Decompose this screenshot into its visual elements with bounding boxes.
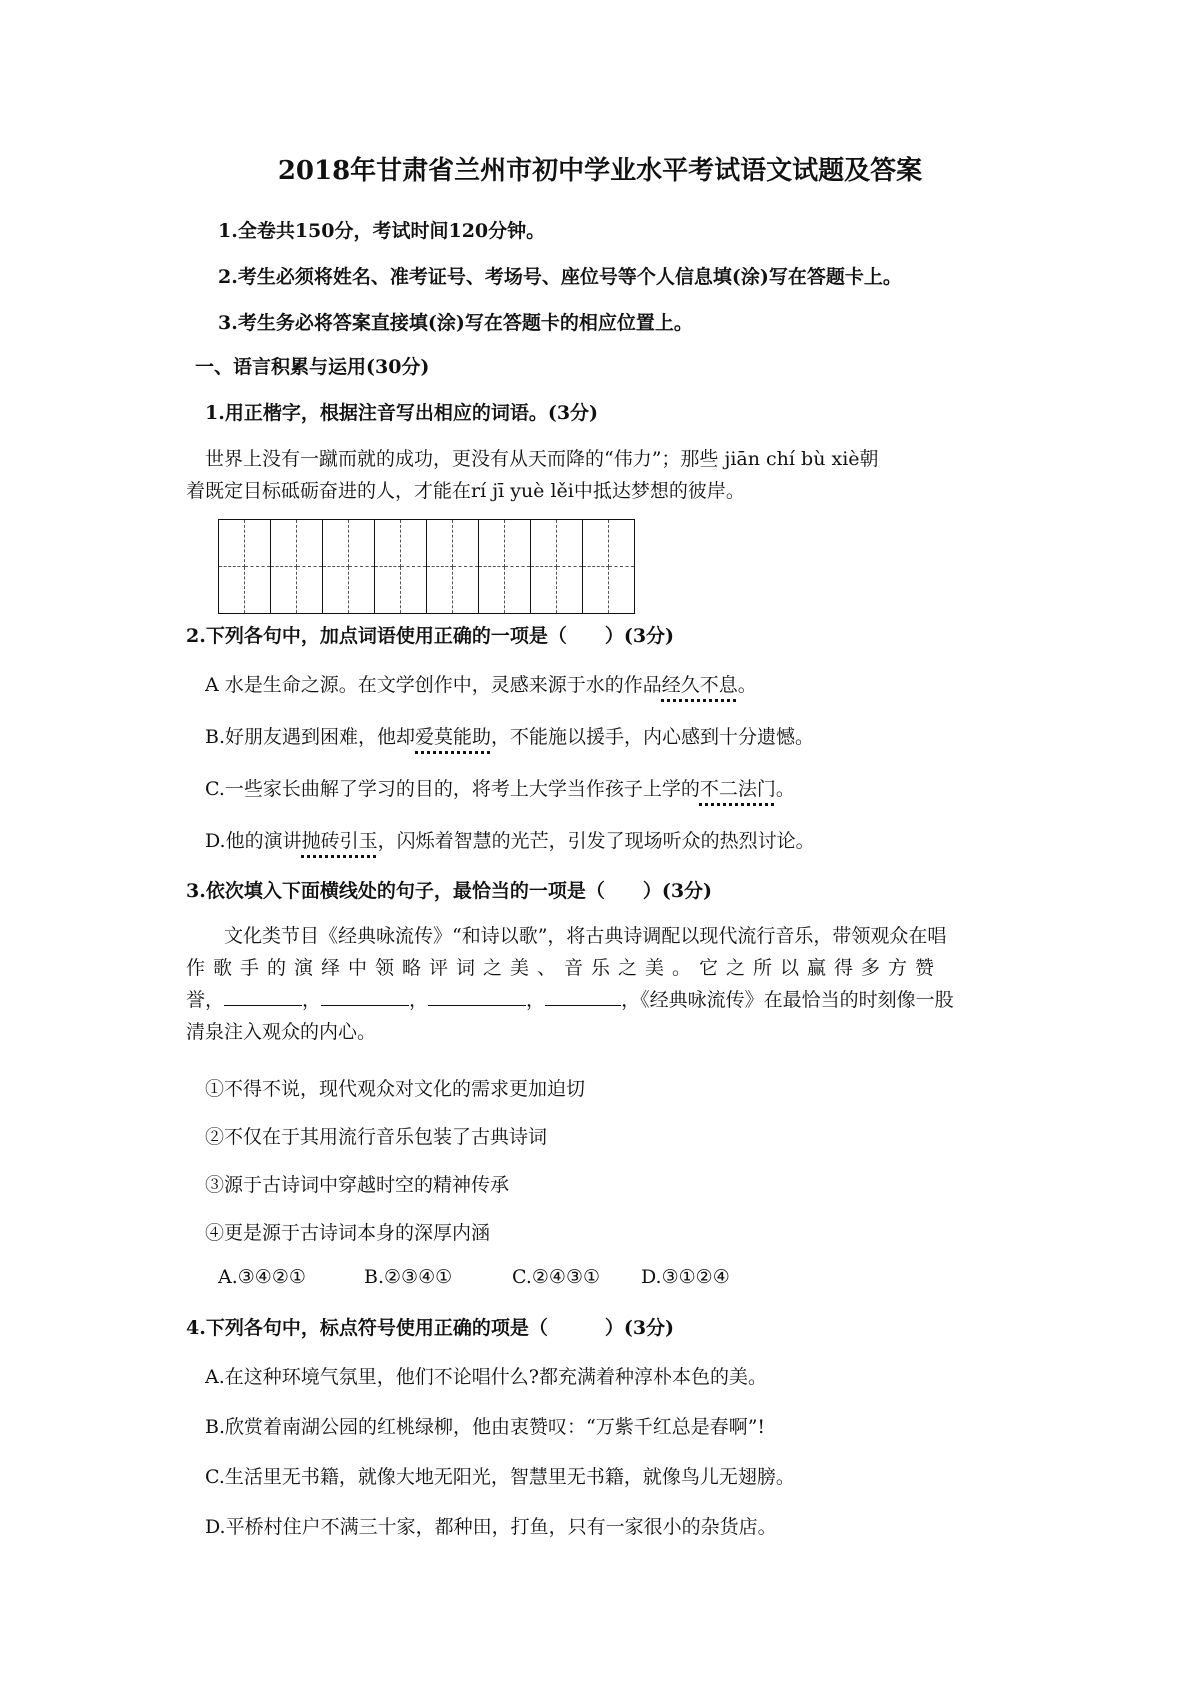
question-1-line-2: 着既定目标砥砺奋进的人，才能在rí jī yuè lěi中抵达梦想的彼岸。	[186, 480, 745, 502]
question-3-item-4: ④更是源于古诗词本身的深厚内涵	[205, 1222, 491, 1244]
answer-grid	[218, 519, 635, 614]
instruction-3: 3.考生务必将答案直接填(涂)写在答题卡的相应位置上。	[218, 312, 693, 334]
question-1-stem: 1.用正楷字，根据注音写出相应的词语。(3分)	[205, 402, 599, 424]
question-3-choice-b: B.②③④①	[364, 1266, 453, 1288]
question-2-option-d: D.他的演讲抛砖引玉，闪烁着智慧的光芒，引发了现场听众的热烈讨论。	[205, 830, 815, 852]
question-3-choice-d: D.③①②④	[641, 1266, 730, 1288]
blank-1	[224, 987, 302, 1006]
question-2-stem: 2.下列各句中，加点词语使用正确的一项是（ ）(3分)	[186, 625, 675, 647]
question-3-item-2: ②不仅在于其用流行音乐包装了古典诗词	[205, 1126, 548, 1148]
section-heading: 一、语言积累与运用(30分)	[195, 356, 430, 378]
dotted-term: 不二法门	[699, 778, 776, 800]
question-2-option-b: B.好朋友遇到困难，他却爱莫能助，不能施以援手，内心感到十分遗憾。	[205, 726, 815, 748]
dotted-term: 经久不息	[661, 674, 738, 696]
question-3-item-3: ③源于古诗词中穿越时空的精神传承	[205, 1174, 510, 1196]
question-1-line-1: 世界上没有一蹴而就的成功，更没有从天而降的“伟力”；那些 jiān chí bù xiè朝	[205, 448, 879, 470]
question-4-option-a: A.在这种环境气氛里，他们不论唱什么?都充满着种淳朴本色的美。	[205, 1366, 767, 1388]
question-3-choice-c: C.②④③①	[512, 1266, 601, 1288]
blank-4	[545, 987, 621, 1006]
question-3-choice-a: A.③④②①	[218, 1266, 306, 1288]
question-2-option-a: A 水是生命之源。在文学创作中，灵感来源于水的作品经久不息。	[205, 674, 757, 696]
question-4-option-b: B.欣赏着南湖公园的红桃绿柳，他由衷赞叹：“万紫千红总是春啊”!	[205, 1416, 766, 1438]
page-title: 2018年甘肃省兰州市初中学业水平考试语文试题及答案	[277, 156, 923, 186]
dotted-term: 爱莫能助	[415, 726, 492, 748]
question-3-item-1: ①不得不说，现代观众对文化的需求更加迫切	[205, 1078, 586, 1100]
instruction-1: 1.全卷共150分，考试时间120分钟。	[218, 220, 546, 242]
blank-2	[321, 987, 409, 1006]
instruction-2: 2.考生必须将姓名、准考证号、考场号、座位号等个人信息填(涂)写在答题卡上。	[218, 266, 902, 288]
question-3-passage: 文化类节目《经典咏流传》“和诗以歌”，将古典诗调配以现代流行音乐，带领观众在唱 作歌手的演绎中领略评词之美、音乐之美。它之所以赢得多方赞 誉， ， ， ， ，《经典咏流传》在最恰当的时刻像一股 清泉注入观众的内心。	[186, 925, 954, 1043]
question-3-stem: 3.依次填入下面横线处的句子，最恰当的一项是（ ）(3分)	[186, 880, 713, 902]
question-4-option-d: D.平桥村住户不满三十家，都种田，打鱼，只有一家很小的杂货店。	[205, 1516, 777, 1538]
question-2-option-c: C.一些家长曲解了学习的目的，将考上大学当作孩子上学的不二法门。	[205, 778, 795, 800]
blank-3	[428, 987, 526, 1006]
dotted-term: 抛砖引玉	[301, 830, 378, 852]
question-4-stem: 4.下列各句中，标点符号使用正确的项是（ ）(3分)	[186, 1317, 675, 1339]
question-4-option-c: C.生活里无书籍，就像大地无阳光，智慧里无书籍，就像鸟儿无翅膀。	[205, 1466, 795, 1488]
